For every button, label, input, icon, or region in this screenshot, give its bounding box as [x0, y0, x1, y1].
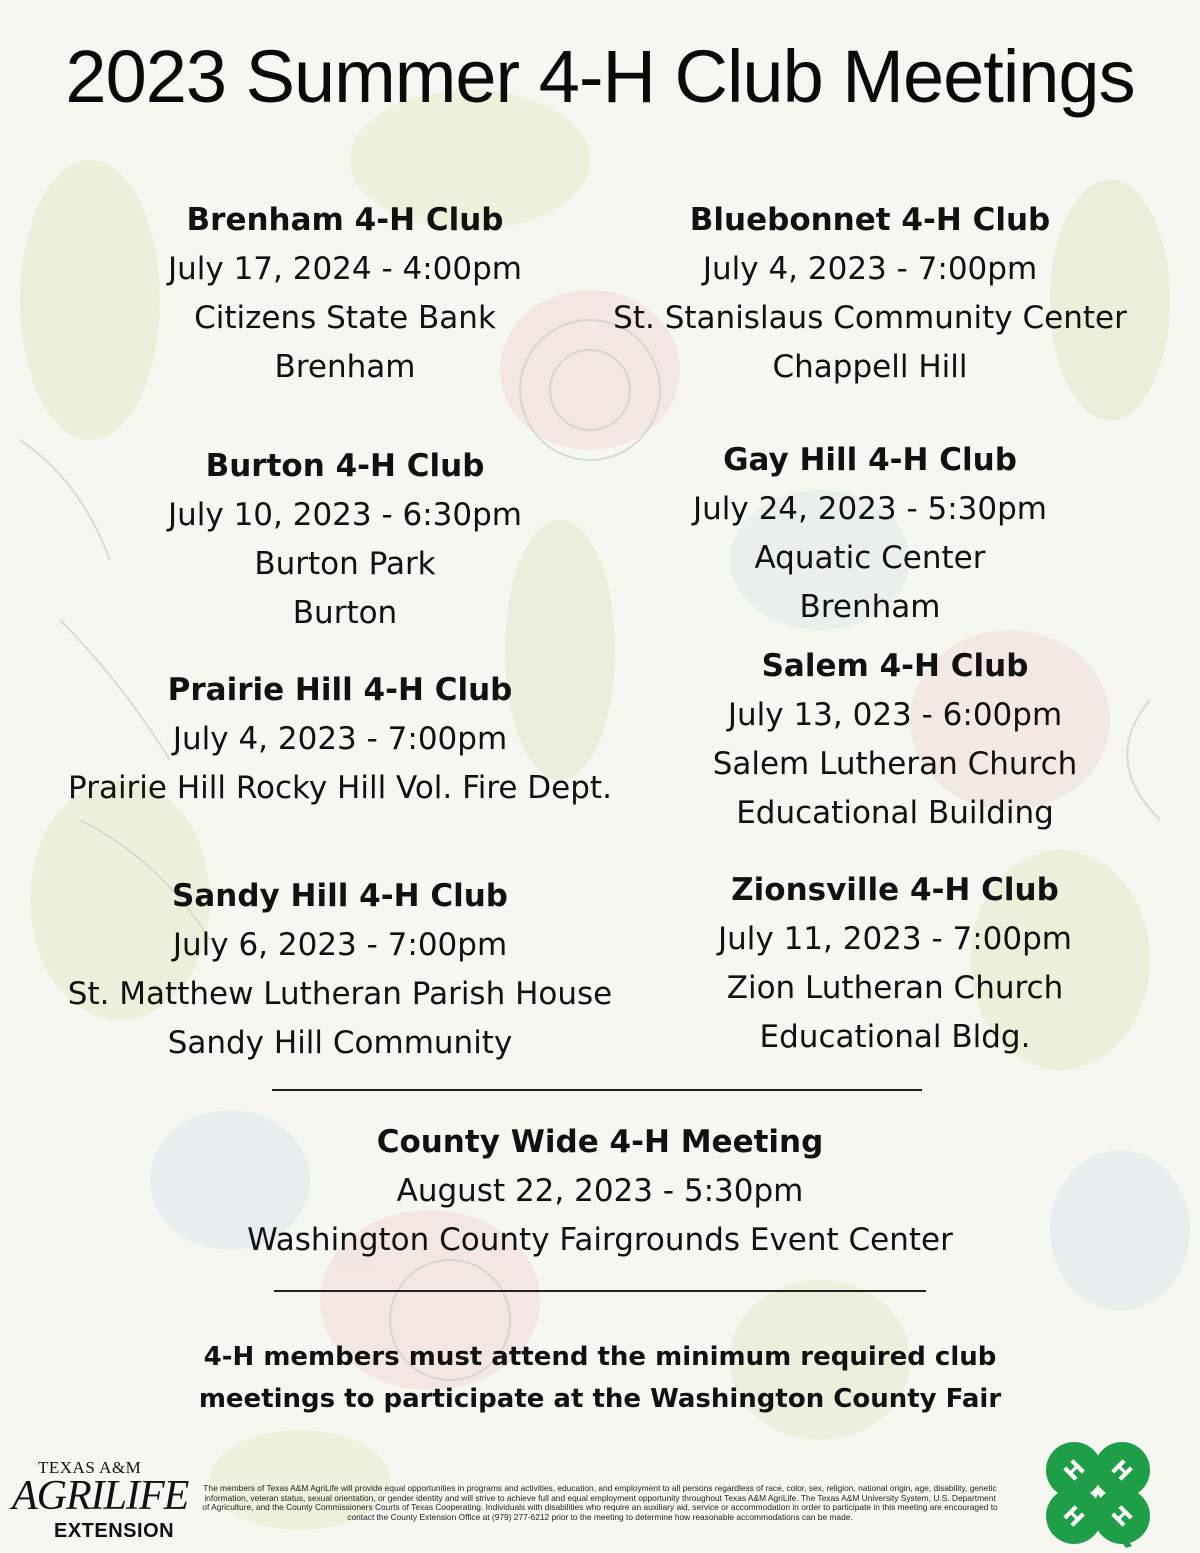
club-date: July 24, 2023 - 5:30pm — [692, 491, 1048, 527]
club-location: Zion Lutheran Church — [726, 970, 1064, 1006]
club-date: July 10, 2023 - 6:30pm — [167, 497, 523, 533]
club-name: Salem 4-H Club — [761, 648, 1029, 684]
club-name: Gay Hill 4-H Club — [723, 442, 1017, 478]
county-meeting-location: Washington County Fairgrounds Event Center — [247, 1222, 953, 1258]
club-gay-hill — [580, 436, 1160, 632]
clover-leaf-letter: H — [1105, 1455, 1137, 1487]
club-prairie-hill — [20, 666, 660, 813]
divider-bottom — [274, 1290, 926, 1292]
club-burton — [60, 442, 630, 638]
logo-agrilife: AGRILIFE — [12, 1473, 189, 1519]
club-location-detail: Educational Building — [736, 795, 1054, 831]
club-date: July 6, 2023 - 7:00pm — [172, 927, 508, 963]
notice-line: meetings to participate at the Washington County Fair — [198, 1384, 1002, 1414]
club-city: Burton — [292, 595, 398, 631]
club-city: Sandy Hill Community — [167, 1025, 513, 1061]
club-city: Brenham — [274, 349, 416, 385]
club-date: July 13, 023 - 6:00pm — [727, 697, 1063, 733]
club-name: Bluebonnet 4-H Club — [689, 202, 1051, 238]
county-meeting-date: August 22, 2023 - 5:30pm — [396, 1173, 804, 1209]
club-location: Prairie Hill Rocky Hill Vol. Fire Dept. — [68, 770, 612, 806]
club-date: July 11, 2023 - 7:00pm — [717, 921, 1073, 957]
club-date: July 17, 2024 - 4:00pm — [167, 251, 523, 287]
agrilife-extension-logo — [10, 1458, 200, 1548]
clover-leaf-letter: H — [1107, 1501, 1139, 1533]
nondiscrimination-disclaimer: The members of Texas A&M AgriLife will provide equal opportunities in programs and activities, education, and employment to all persons regardless of race, color, sex, religion, national origin, age, disability, genetic information, veteran status, sexual orientation, or gender identity and will strive to achieve full and equal employment opportunity throughout Texas A&M AgriLife. The Texas A&M University System, U.S. Department of Agriculture, and the County Commissioners Courts of Texas Cooperating. Individuals with disabilities who require an auxiliary aid, service or accommodation in order to participate in this meeting are encouraged to contact the County Extension Office at (979) 277-6212 prior to the meeting to determine how reasonable accommodations can be made. — [202, 1483, 998, 1522]
club-location: St. Stanislaus Community Center — [613, 300, 1127, 336]
club-location-detail: Educational Bldg. — [759, 1019, 1031, 1055]
clover-leaf-letter: H — [1057, 1501, 1089, 1533]
club-name: Burton 4-H Club — [205, 448, 485, 484]
logo-extension: EXTENSION — [54, 1520, 175, 1542]
club-sandy-hill — [20, 872, 660, 1068]
club-name: Sandy Hill 4-H Club — [172, 878, 508, 914]
club-city: Chappell Hill — [772, 349, 968, 385]
four-h-clover-icon — [1036, 1438, 1160, 1550]
club-date: July 4, 2023 - 7:00pm — [172, 721, 508, 757]
county-meeting-name: County Wide 4-H Meeting — [376, 1124, 824, 1160]
club-location: Burton Park — [254, 546, 436, 582]
club-bluebonnet — [570, 196, 1170, 392]
attendance-notice — [100, 1336, 1100, 1420]
club-city: Brenham — [799, 589, 941, 625]
club-salem — [600, 642, 1190, 838]
club-location: Salem Lutheran Church — [712, 746, 1078, 782]
club-location: Aquatic Center — [754, 540, 986, 576]
club-name: Brenham 4-H Club — [186, 202, 504, 238]
club-location: St. Matthew Lutheran Parish House — [67, 976, 613, 1012]
divider-top — [272, 1089, 922, 1091]
club-location: Citizens State Bank — [194, 300, 496, 336]
club-zionsville — [600, 866, 1190, 1062]
club-name: Zionsville 4-H Club — [731, 872, 1059, 908]
page-title: 2023 Summer 4-H Club Meetings — [65, 35, 1135, 118]
club-name: Prairie Hill 4-H Club — [167, 672, 513, 708]
club-date: July 4, 2023 - 7:00pm — [702, 251, 1038, 287]
logo-texas-am: TEXAS A&M — [38, 1458, 142, 1477]
club-brenham — [60, 196, 630, 392]
county-wide-meeting — [0, 1118, 1200, 1265]
notice-line: 4-H members must attend the minimum required club — [203, 1342, 997, 1372]
clover-leaf-letter: H — [1059, 1455, 1091, 1487]
